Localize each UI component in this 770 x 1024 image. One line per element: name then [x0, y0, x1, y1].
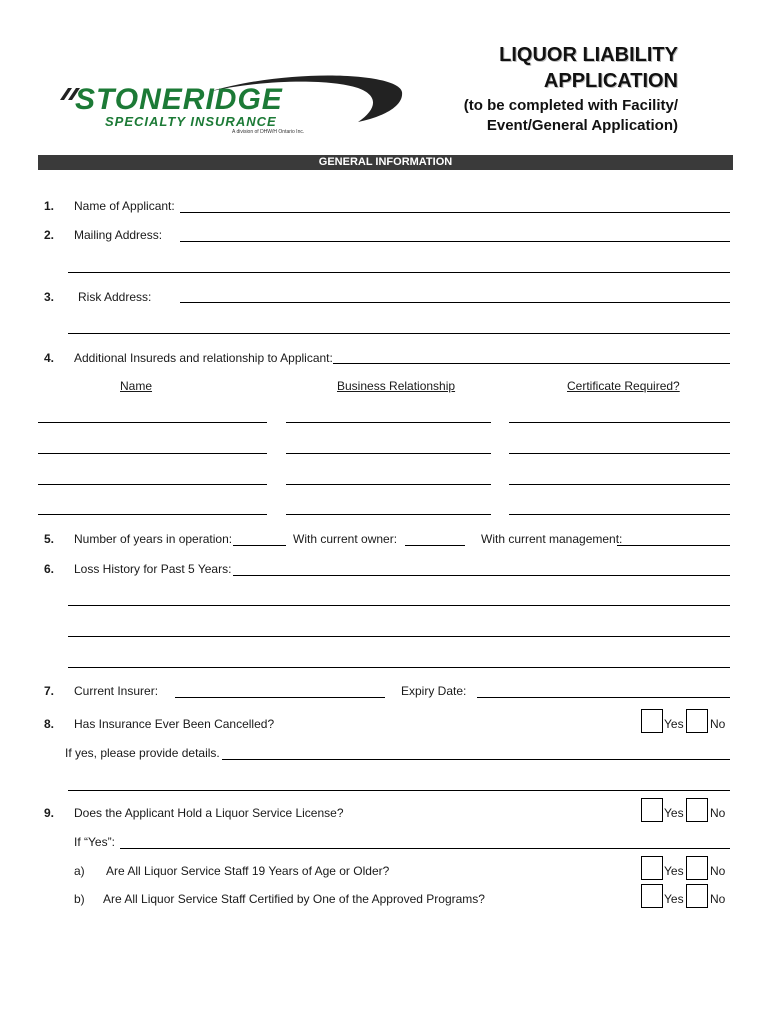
insured-name-field-2[interactable]: [38, 453, 267, 454]
q7-expiry-label: Expiry Date:: [401, 684, 467, 698]
form-title-line1: LIQUOR LIABILITY: [499, 44, 678, 66]
q9-number: 9.: [44, 806, 55, 820]
q5-number: 5.: [44, 532, 55, 546]
q9-label: Does the Applicant Hold a Liquor Service License?: [74, 806, 344, 820]
insured-certificate-field-3[interactable]: [509, 484, 730, 485]
insured-relationship-field-4[interactable]: [286, 514, 491, 515]
logo-tagline: A division of DHW/H Ontario Inc.: [232, 129, 305, 135]
q4-label: Additional Insureds and relationship to Applicant:: [74, 351, 333, 365]
q8-label: Has Insurance Ever Been Cancelled?: [74, 717, 275, 731]
q9a-no-label: No: [710, 864, 726, 878]
insured-certificate-field-2[interactable]: [509, 453, 730, 454]
q8-yes-checkbox[interactable]: [641, 709, 663, 733]
q9a-no-checkbox[interactable]: [686, 856, 708, 880]
q5-management-label: With current management:: [481, 532, 623, 546]
q7-label: Current Insurer:: [74, 684, 159, 698]
insured-name-field-4[interactable]: [38, 514, 267, 515]
q5-years-label: Number of years in operation:: [74, 532, 233, 546]
column-header-name: Name: [120, 379, 153, 393]
q4-number: 4.: [44, 351, 55, 365]
mailing-address-field-2[interactable]: [68, 272, 730, 273]
license-details-field[interactable]: [120, 848, 730, 849]
section-header-general-information: GENERAL INFORMATION: [38, 155, 733, 170]
q9-no-label: No: [710, 806, 726, 820]
form-title-line2: APPLICATION: [543, 70, 678, 92]
insured-relationship-field-1[interactable]: [286, 422, 491, 423]
q3-number: 3.: [44, 290, 55, 304]
q9-yes-checkbox[interactable]: [641, 798, 663, 822]
insured-relationship-field-3[interactable]: [286, 484, 491, 485]
insured-certificate-field-4[interactable]: [509, 514, 730, 515]
current-insurer-field[interactable]: [175, 697, 385, 698]
logo-subtitle: SPECIALTY INSURANCE: [105, 114, 277, 129]
years-in-operation-field[interactable]: [233, 545, 286, 546]
loss-history-field-2[interactable]: [68, 605, 730, 606]
q9-if-yes-label: If “Yes”:: [74, 835, 115, 849]
q9-no-checkbox[interactable]: [686, 798, 708, 822]
form-subtitle-line1: (to be completed with Facility/: [463, 97, 678, 114]
q9-yes-label: Yes: [664, 806, 684, 820]
form-subtitle-line2: Event/General Application): [486, 117, 678, 134]
q1-number: 1.: [44, 199, 55, 213]
q2-number: 2.: [44, 228, 55, 242]
mailing-address-field[interactable]: [180, 241, 730, 242]
logo-name: STONERIDGE: [75, 83, 283, 116]
years-current-owner-field[interactable]: [405, 545, 465, 546]
q1-label: Name of Applicant:: [74, 199, 175, 213]
q8-number: 8.: [44, 717, 55, 731]
cancellation-details-field[interactable]: [222, 759, 730, 760]
q9a-yes-checkbox[interactable]: [641, 856, 663, 880]
loss-history-field-4[interactable]: [68, 667, 730, 668]
insured-relationship-field-2[interactable]: [286, 453, 491, 454]
q8-details-label: If yes, please provide details.: [65, 746, 220, 760]
q9b-no-checkbox[interactable]: [686, 884, 708, 908]
loss-history-field-3[interactable]: [68, 636, 730, 637]
insured-name-field-1[interactable]: [38, 422, 267, 423]
q8-no-label: No: [710, 717, 726, 731]
loss-history-field[interactable]: [233, 575, 730, 576]
expiry-date-field[interactable]: [477, 697, 730, 698]
q2-label: Mailing Address:: [74, 228, 163, 242]
cancellation-details-field-2[interactable]: [68, 790, 730, 791]
q9b-label: Are All Liquor Service Staff Certified by One of the Approved Programs?: [103, 892, 485, 906]
risk-address-field-2[interactable]: [68, 333, 730, 334]
risk-address-field[interactable]: [180, 302, 730, 303]
q3-label: Risk Address:: [78, 290, 152, 304]
additional-insureds-field[interactable]: [333, 363, 730, 364]
q7-number: 7.: [44, 684, 55, 698]
q9b-marker: b): [74, 892, 85, 906]
q6-number: 6.: [44, 562, 55, 576]
q9b-yes-checkbox[interactable]: [641, 884, 663, 908]
years-current-management-field[interactable]: [617, 545, 730, 546]
column-header-certificate-required: Certificate Required?: [567, 379, 680, 393]
applicant-name-field[interactable]: [180, 212, 730, 213]
insured-name-field-3[interactable]: [38, 484, 267, 485]
insured-certificate-field-1[interactable]: [509, 422, 730, 423]
q8-yes-label: Yes: [664, 717, 684, 731]
q9a-marker: a): [74, 864, 85, 878]
column-header-business-relationship: Business Relationship: [337, 379, 456, 393]
q6-label: Loss History for Past 5 Years:: [74, 562, 232, 576]
q9b-no-label: No: [710, 892, 726, 906]
q9a-yes-label: Yes: [664, 864, 684, 878]
q5-owner-label: With current owner:: [293, 532, 398, 546]
q9a-label: Are All Liquor Service Staff 19 Years of Age or Older?: [106, 864, 390, 878]
q8-no-checkbox[interactable]: [686, 709, 708, 733]
q9b-yes-label: Yes: [664, 892, 684, 906]
